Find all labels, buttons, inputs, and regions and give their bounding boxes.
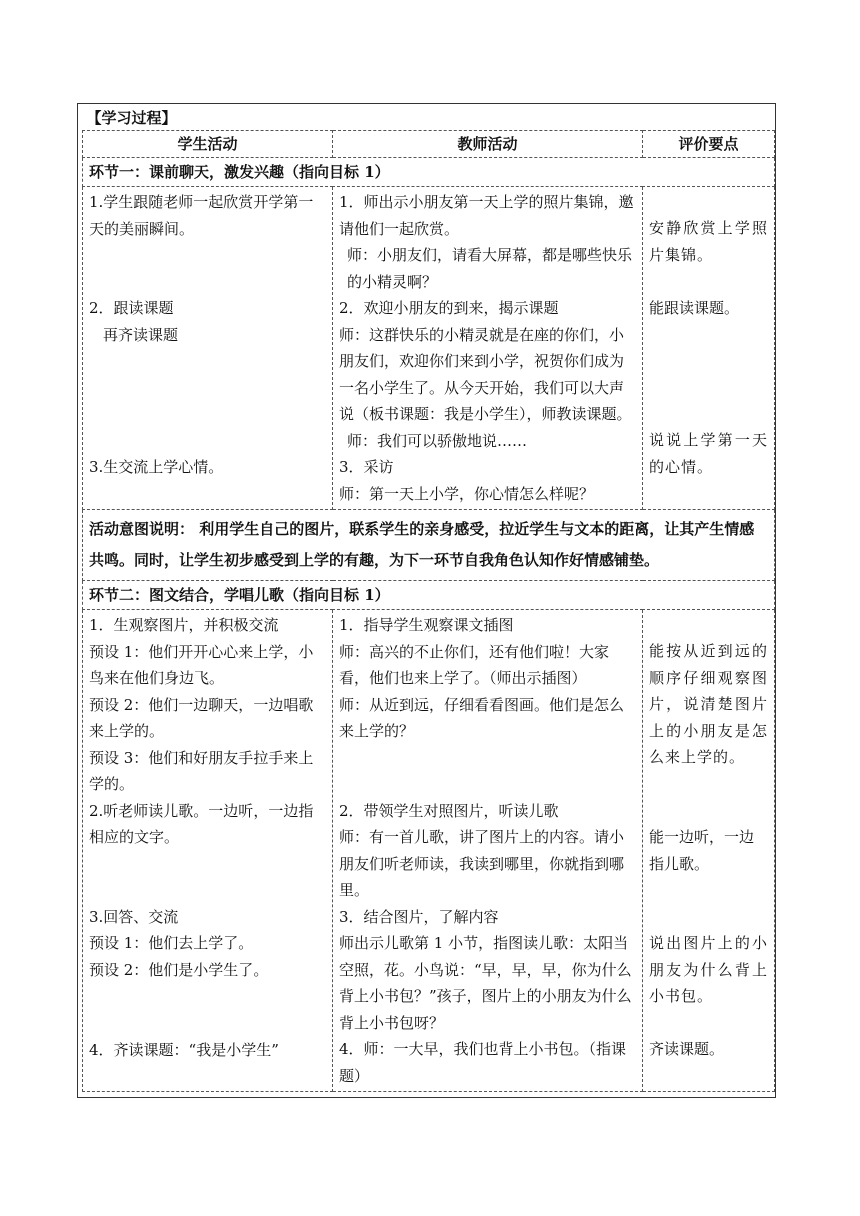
list-item: 说出图片上的小朋友为什么背上小书包。 — [649, 934, 768, 1005]
header-teacher: 教师活动 — [333, 131, 643, 158]
section2-eval-cell — [643, 610, 775, 1092]
section2-heading: 环节二：图文结合，学唱儿歌（指向目标 1） — [83, 581, 775, 610]
list-item: 师：这群快乐的小精灵就是在座的你们，小朋友们，欢迎你们来到小学，祝贺你们成为一名小学生了。从今天开始，我们可以大声说（板书课题：我是小学生），师教读课题。 — [339, 325, 632, 423]
list-item: 2．跟读课题 — [89, 299, 174, 317]
list-item: 齐读课题。 — [649, 1040, 725, 1058]
list-item: 说说上学第一天的心情。 — [649, 431, 768, 476]
section2-content-row — [83, 610, 775, 1092]
list-item: 4．齐读课题：“我是小学生” — [89, 1040, 279, 1059]
list-item: 1.学生跟随老师一起欣赏开学第一天的美丽瞬间。 — [89, 193, 314, 238]
list-item: 2．带领学生对照图片，听读儿歌 — [339, 801, 559, 820]
list-item: 1．指导学生观察课文插图 — [339, 616, 514, 634]
list-item: 能按从近到远的顺序仔细观察图片，说清楚图片上的小朋友是怎么来上学的。 — [649, 642, 768, 766]
list-item: 3.回答、交流 — [89, 907, 179, 926]
list-item: 师：我们可以骄傲地说…… — [347, 431, 528, 450]
header-row — [83, 131, 775, 158]
section1-heading-row — [83, 158, 775, 187]
list-item: 师出示儿歌第 1 小节，指图读儿歌：太阳当空照，花。小鸟说：“早，早，早，你为什么背上小书包？”孩子，图片上的小朋友为什么背上小书包呀？ — [339, 934, 632, 1032]
list-item: 3．采访 — [339, 458, 394, 476]
list-item: 2.听老师读儿歌。一边听，一边指相应的文字。 — [89, 801, 314, 846]
list-item: 师：从近到远，仔细看看图画。他们是怎么来上学的？ — [339, 695, 625, 740]
list-item: 1．师出示小朋友第一天上学的照片集锦，邀请他们一起欣赏。 — [339, 193, 634, 238]
list-item: 预设 1：他们开开心心来上学，小鸟来在他们身边飞。 — [89, 642, 314, 687]
list-item: 师：高兴的不止你们，还有他们啦！大家看，他们也来上学了。（师出示插图） — [339, 642, 610, 687]
section2-student-cell — [83, 610, 333, 1092]
list-item: 师：有一首儿歌，讲了图片上的内容。请小朋友们听老师读，我读到哪里，你就指到哪里。 — [339, 828, 625, 899]
section2-teacher-cell — [333, 610, 643, 1092]
lesson-process-table — [82, 106, 775, 1092]
section2-heading-row — [83, 581, 775, 610]
list-item: 3．结合图片，了解内容 — [339, 907, 499, 926]
list-item: 师：小朋友们，请看大屏幕，都是哪些快乐的小精灵啊？ — [347, 246, 633, 291]
section1-eval-cell — [643, 187, 775, 510]
list-item: 预设 2：他们一边聊天，一边唱歌来上学的。 — [89, 695, 314, 740]
section1-content-row — [83, 187, 775, 510]
list-item: 4．师：一大早，我们也背上小书包。（指课题） — [339, 1040, 627, 1085]
list-item: 能一边听，一边指儿歌。 — [649, 828, 755, 873]
section1-teacher-cell — [333, 187, 643, 510]
list-item: 预设 3：他们和好朋友手拉手来上学的。 — [89, 748, 314, 793]
list-item: 2．欢迎小朋友的到来，揭示课题 — [339, 299, 559, 317]
list-item: 预设 2：他们是小学生了。 — [89, 960, 269, 979]
header-eval: 评价要点 — [643, 131, 775, 158]
header-student: 学生活动 — [83, 131, 333, 158]
list-item: 再齐读课题 — [103, 325, 179, 344]
intent-row — [83, 510, 775, 581]
list-item: 预设 1：他们去上学了。 — [89, 934, 254, 952]
section-title: 【学习过程】 — [86, 109, 177, 127]
list-item: 能跟读课题。 — [649, 299, 740, 317]
list-item: 1．生观察图片，并积极交流 — [89, 616, 279, 634]
section1-student-cell — [83, 187, 333, 510]
list-item: 师：第一天上小学，你心情怎么样呢？ — [339, 484, 595, 503]
list-item: 3.生交流上学心情。 — [89, 457, 224, 476]
section1-heading: 环节一：课前聊天，激发兴趣（指向目标 1） — [83, 158, 775, 187]
title-row — [83, 106, 775, 131]
list-item: 安静欣赏上学照片集锦。 — [649, 219, 768, 264]
activity-intent: 活动意图说明： 利用学生自己的图片，联系学生的亲身感受，拉近学生与文本的距离，让其产生情感共鸣。同时，让学生初步感受到上学的有趣，为下一环节自我角色认知作好情感铺垫。 — [83, 510, 775, 581]
